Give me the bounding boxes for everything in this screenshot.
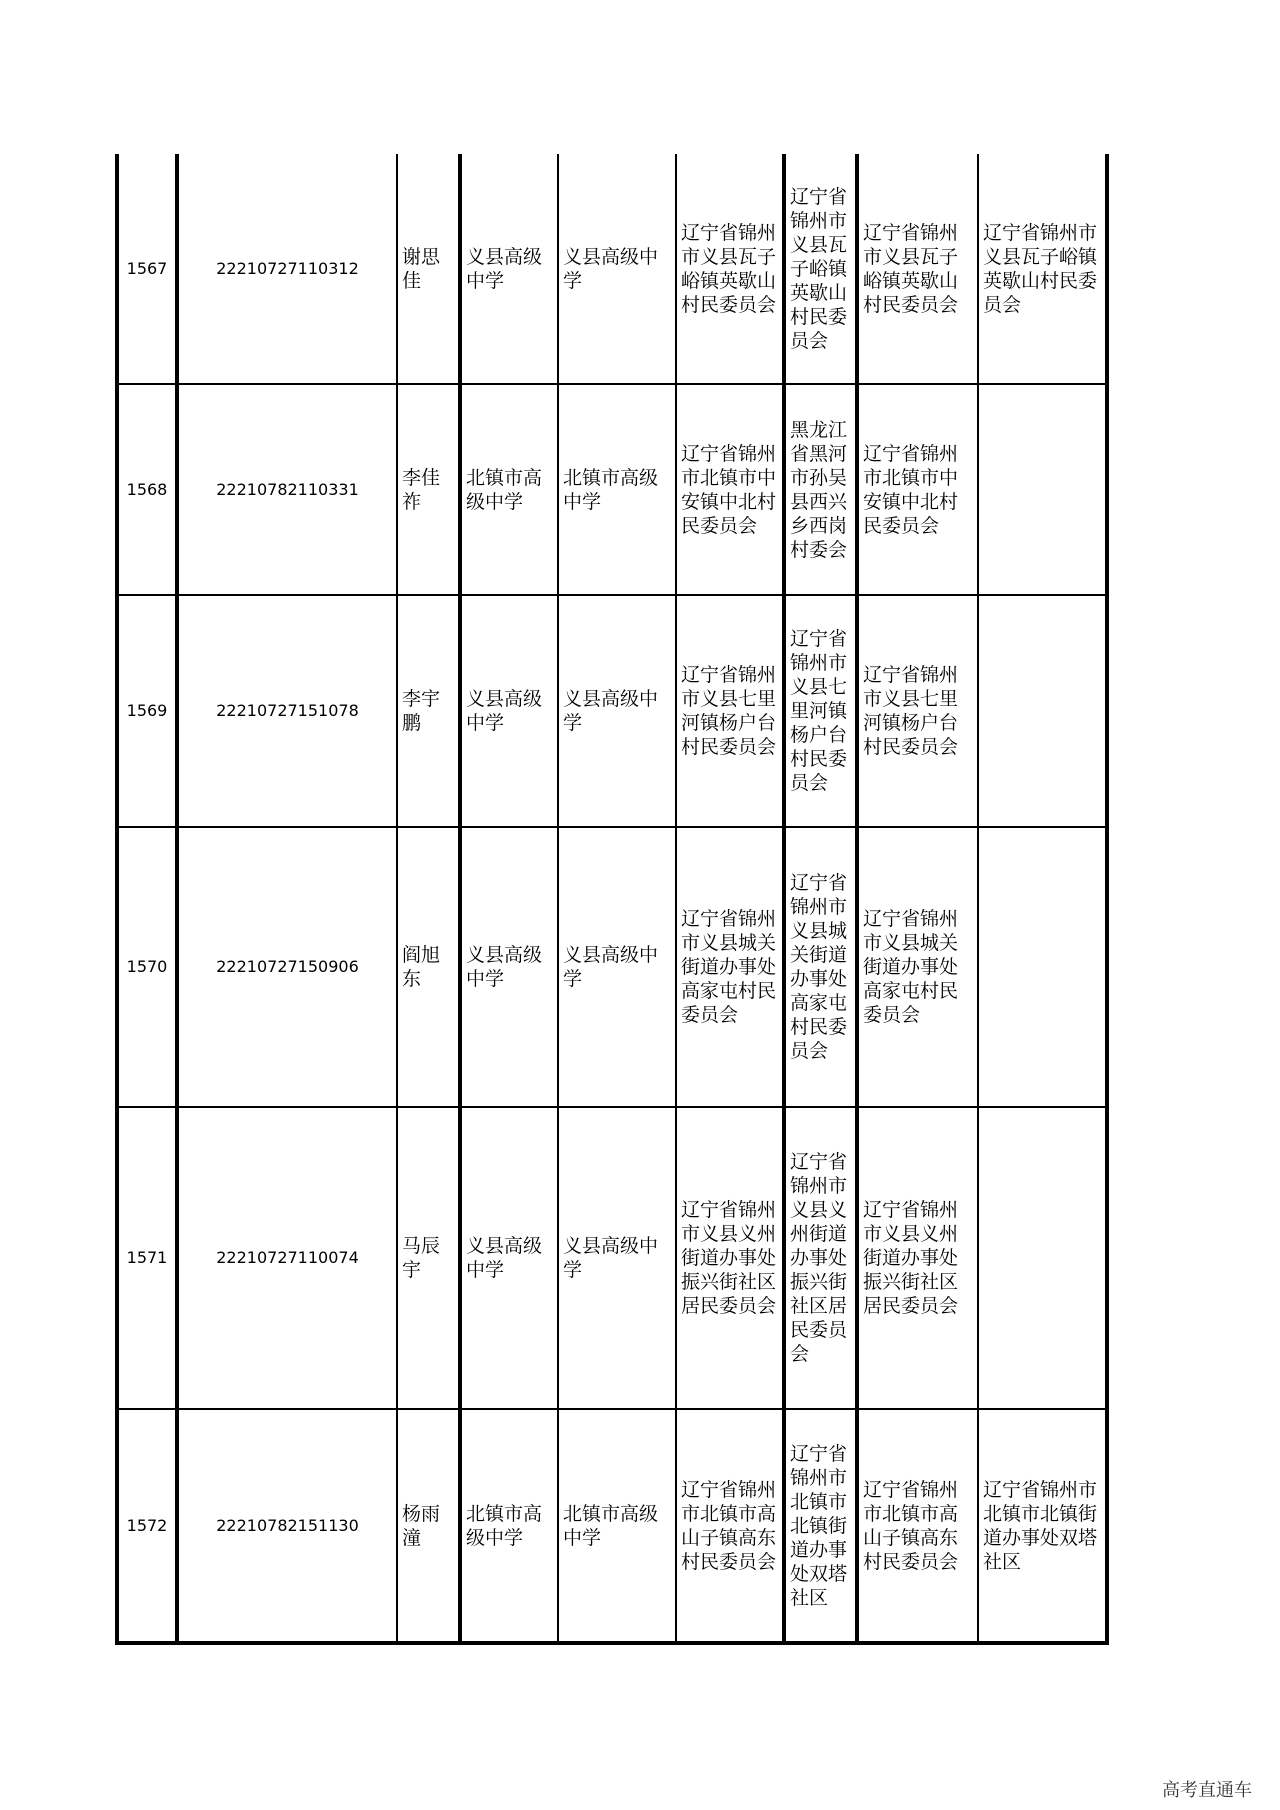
address-1: 辽宁省锦州市北镇市高山子镇高东村民委员会 [676, 1409, 784, 1643]
exam-id: 22210727110074 [177, 1107, 397, 1409]
row-number: 1567 [117, 154, 177, 384]
address-4 [978, 827, 1107, 1107]
table-row [117, 595, 1107, 827]
address-2: 辽宁省锦州市义县城关街道办事处高家屯村民委员会 [784, 827, 857, 1107]
school: 义县高级中学 [460, 595, 558, 827]
row-number: 1572 [117, 1409, 177, 1643]
school: 北镇市高级中学 [460, 1409, 558, 1643]
row-number: 1569 [117, 595, 177, 827]
roster-table [115, 154, 1109, 1645]
table-row [117, 154, 1107, 384]
address-4 [978, 595, 1107, 827]
student-name: 李佳祚 [397, 384, 460, 595]
address-4 [978, 384, 1107, 595]
address-3: 辽宁省锦州市义县城关街道办事处高家屯村民委员会 [857, 827, 978, 1107]
row-number: 1568 [117, 384, 177, 595]
school: 义县高级中学 [460, 827, 558, 1107]
address-4 [978, 1107, 1107, 1409]
exam-id: 22210727110312 [177, 154, 397, 384]
address-2: 辽宁省锦州市义县瓦子峪镇英歇山村民委员会 [784, 154, 857, 384]
school-2: 北镇市高级中学 [558, 1409, 676, 1643]
school: 义县高级中学 [460, 1107, 558, 1409]
address-2: 辽宁省锦州市义县义州街道办事处振兴街社区居民委员会 [784, 1107, 857, 1409]
address-2: 黑龙江省黑河市孙吴县西兴乡西岗村委会 [784, 384, 857, 595]
school-2: 义县高级中学 [558, 595, 676, 827]
student-name: 李宇鹏 [397, 595, 460, 827]
address-3: 辽宁省锦州市义县义州街道办事处振兴街社区居民委员会 [857, 1107, 978, 1409]
student-name: 阎旭东 [397, 827, 460, 1107]
student-name: 杨雨潼 [397, 1409, 460, 1643]
address-4: 辽宁省锦州市北镇市北镇街道办事处双塔社区 [978, 1409, 1107, 1643]
table-row [117, 1107, 1107, 1409]
address-2: 辽宁省锦州市北镇市北镇街道办事处双塔社区 [784, 1409, 857, 1643]
address-3: 辽宁省锦州市义县瓦子峪镇英歇山村民委员会 [857, 154, 978, 384]
address-1: 辽宁省锦州市义县城关街道办事处高家屯村民委员会 [676, 827, 784, 1107]
address-1: 辽宁省锦州市义县七里河镇杨户台村民委员会 [676, 595, 784, 827]
school-2: 北镇市高级中学 [558, 384, 676, 595]
exam-id: 22210727151078 [177, 595, 397, 827]
table-row [117, 384, 1107, 595]
row-number: 1570 [117, 827, 177, 1107]
school: 义县高级中学 [460, 154, 558, 384]
address-3: 辽宁省锦州市北镇市高山子镇高东村民委员会 [857, 1409, 978, 1643]
exam-id: 22210782110331 [177, 384, 397, 595]
exam-id: 22210727150906 [177, 827, 397, 1107]
exam-id: 22210782151130 [177, 1409, 397, 1643]
address-4: 辽宁省锦州市义县瓦子峪镇英歇山村民委员会 [978, 154, 1107, 384]
address-3: 辽宁省锦州市北镇市中安镇中北村民委员会 [857, 384, 978, 595]
student-name: 马辰宇 [397, 1107, 460, 1409]
row-number: 1571 [117, 1107, 177, 1409]
footer-watermark: 高考直通车 [1162, 1780, 1252, 1801]
address-1: 辽宁省锦州市义县瓦子峪镇英歇山村民委员会 [676, 154, 784, 384]
school-2: 义县高级中学 [558, 154, 676, 384]
address-3: 辽宁省锦州市义县七里河镇杨户台村民委员会 [857, 595, 978, 827]
address-1: 辽宁省锦州市义县义州街道办事处振兴街社区居民委员会 [676, 1107, 784, 1409]
school-2: 义县高级中学 [558, 827, 676, 1107]
student-name: 谢思佳 [397, 154, 460, 384]
address-1: 辽宁省锦州市北镇市中安镇中北村民委员会 [676, 384, 784, 595]
school: 北镇市高级中学 [460, 384, 558, 595]
school-2: 义县高级中学 [558, 1107, 676, 1409]
table-row [117, 1409, 1107, 1643]
table-row [117, 827, 1107, 1107]
address-2: 辽宁省锦州市义县七里河镇杨户台村民委员会 [784, 595, 857, 827]
